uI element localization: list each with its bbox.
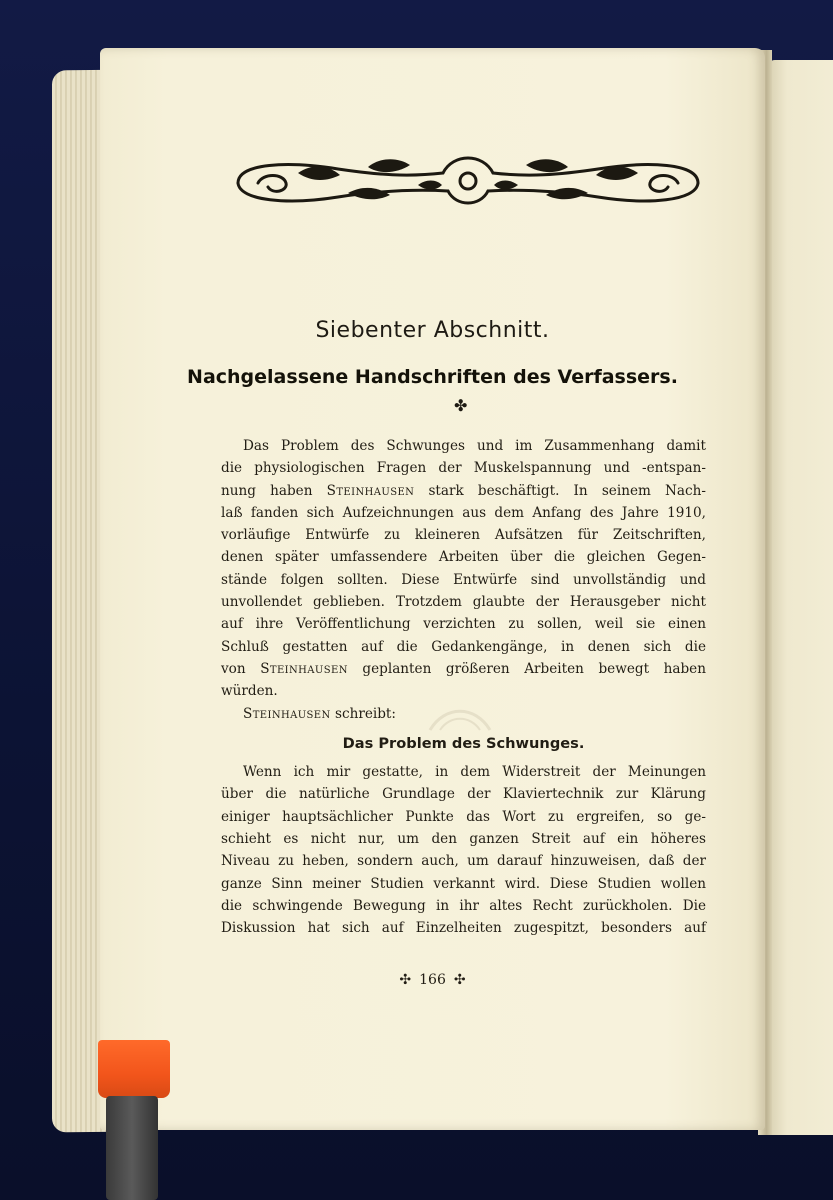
text-line: von Steinhausen geplanten größeren Arbeiten bewegt haben: [221, 660, 706, 677]
page-clip: [98, 1040, 170, 1200]
author-name: Steinhausen: [243, 705, 331, 722]
text-line: schieht es nicht nur, um den ganzen Streit auf ein höheres: [221, 831, 706, 848]
text-line: nung haben Steinhausen stark beschäftigt. In seinem Nach-: [221, 482, 706, 499]
text-line: über die natürliche Grundlage der Klaviertechnik zur Klärung: [221, 786, 706, 803]
text-line: Wenn ich mir gestatte, in dem Widerstreit der Meinungen: [243, 764, 706, 781]
clip-orange-head: [98, 1040, 170, 1098]
text-line: stände folgen sollten. Diese Entwürfe sind unvollständig und: [221, 571, 706, 588]
clip-grey-body: [106, 1096, 158, 1200]
fleuron-icon: ✤: [454, 396, 468, 415]
text-line: ganze Sinn meiner Studien verkannt wird. Diese Studien wollen: [221, 875, 706, 892]
text-line: einiger hauptsächlicher Punkte das Wort zu ergreifen, so ge-: [221, 808, 706, 825]
text-line: laß fanden sich Aufzeichnungen aus dem Anfang des Jahre 1910,: [221, 504, 706, 521]
text-line: auf ihre Veröffentlichung verzichten zu sollen, weil sie einen: [221, 616, 706, 633]
page-number: [100, 972, 765, 988]
chapter-heading: Nachgelassene Handschriften des Verfassers.: [187, 366, 678, 388]
author-name: Steinhausen: [260, 660, 348, 677]
subheading: Das Problem des Schwunges.: [342, 734, 585, 752]
ornament-right-icon: ✣: [453, 972, 466, 988]
text-line: würden.: [221, 683, 278, 700]
text-line: Diskussion hat sich auf Einzelheiten zugespitzt, besonders auf: [221, 920, 706, 937]
text-line: denen später umfassendere Arbeiten über die gleichen Gegen-: [221, 549, 706, 566]
text-line: Niveau zu heben, sondern auch, um darauf hinzuweisen, daß der: [221, 853, 706, 870]
header-ornament: [228, 143, 708, 215]
body-text: [221, 435, 706, 940]
text-line: Steinhausen schreibt:: [243, 705, 396, 722]
text-line: Schluß gestatten auf die Gedankengänge, in denen sich die: [221, 638, 706, 655]
page-number-value: 166: [419, 972, 446, 988]
text-line: die schwingende Bewegung in ihr altes Recht zurückholen. Die: [221, 897, 706, 914]
author-name: Steinhausen: [326, 482, 415, 499]
text-line: die physiologischen Fragen der Muskelspannung und -entspan-: [221, 460, 706, 477]
text-line: vorläufige Entwürfe zu kleineren Aufsätzen für Zeitschriften,: [221, 527, 706, 544]
right-page: [767, 60, 833, 1135]
text-line: Das Problem des Schwunges und im Zusammenhang damit: [243, 438, 706, 454]
text-line: unvollendet geblieben. Trotzdem glaubte der Herausgeber nicht: [221, 594, 706, 611]
section-title: Siebenter Abschnitt.: [315, 318, 550, 343]
ornament-left-icon: ✣: [399, 972, 412, 988]
